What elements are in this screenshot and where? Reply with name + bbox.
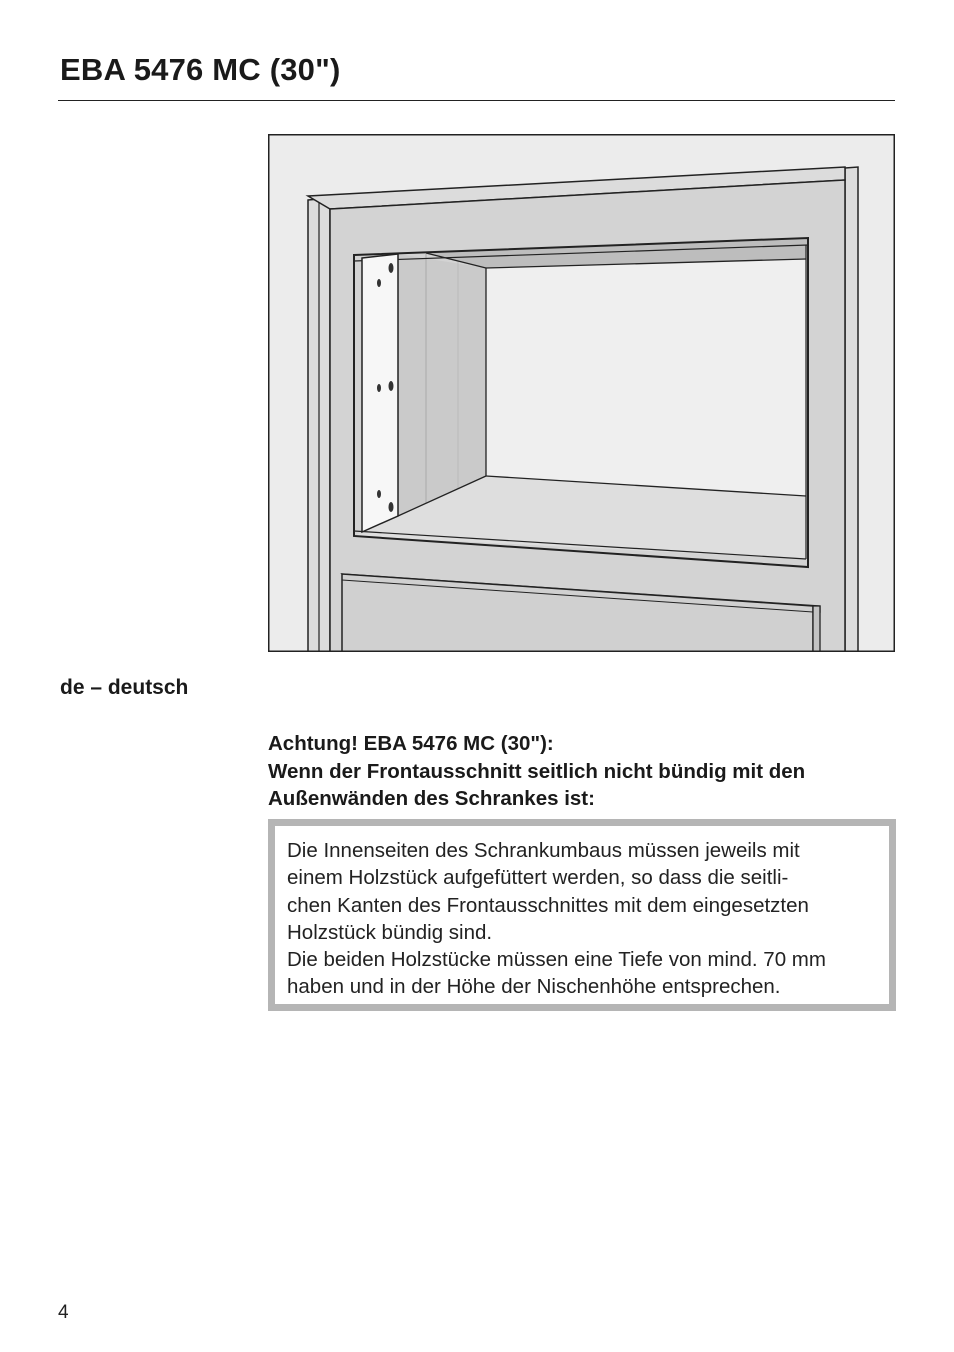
note-text (287, 837, 879, 1001)
note-line: chen Kanten des Frontausschnittes mit dem eingesetzten (287, 893, 809, 917)
lower-panel-side (813, 606, 820, 652)
warning-heading (268, 730, 908, 813)
niche-left-side (398, 254, 486, 516)
page-number: 4 (58, 1302, 69, 1323)
note-line: Die beiden Holzstücke müssen eine Tiefe von mind. 70 mm (287, 948, 826, 972)
screw-hole (389, 263, 394, 273)
wood-strip (362, 254, 398, 532)
cabinet-niche-drawing (268, 134, 895, 652)
cabinet-illustration (268, 134, 895, 652)
note-line: Holzstück bündig sind. (287, 920, 493, 944)
note-box (268, 819, 896, 1011)
screw-hole (389, 502, 394, 512)
screw-hole (377, 490, 381, 498)
language-label: de – deutsch (60, 676, 189, 699)
warning-heading-line: Wenn der Frontausschnitt seitlich nicht bündig mit den (268, 759, 806, 783)
note-line: einem Holzstück aufgefüttert werden, so dass die seitli- (287, 866, 789, 890)
note-line: haben und in der Höhe der Nischenhöhe entsprechen. (287, 975, 781, 999)
page-title: EBA 5476 MC (30") (60, 52, 341, 87)
title-divider (58, 100, 895, 101)
screw-hole (377, 384, 381, 392)
screw-hole (377, 279, 381, 287)
warning-heading-line: Achtung! EBA 5476 MC (30"): (268, 732, 554, 755)
screw-hole (389, 381, 394, 391)
cabinet-right-stile (845, 167, 858, 652)
warning-heading-line: Außenwänden des Schrankes ist: (268, 787, 595, 810)
note-line: Die Innenseiten des Schrankumbaus müssen jeweils mit (287, 839, 800, 862)
